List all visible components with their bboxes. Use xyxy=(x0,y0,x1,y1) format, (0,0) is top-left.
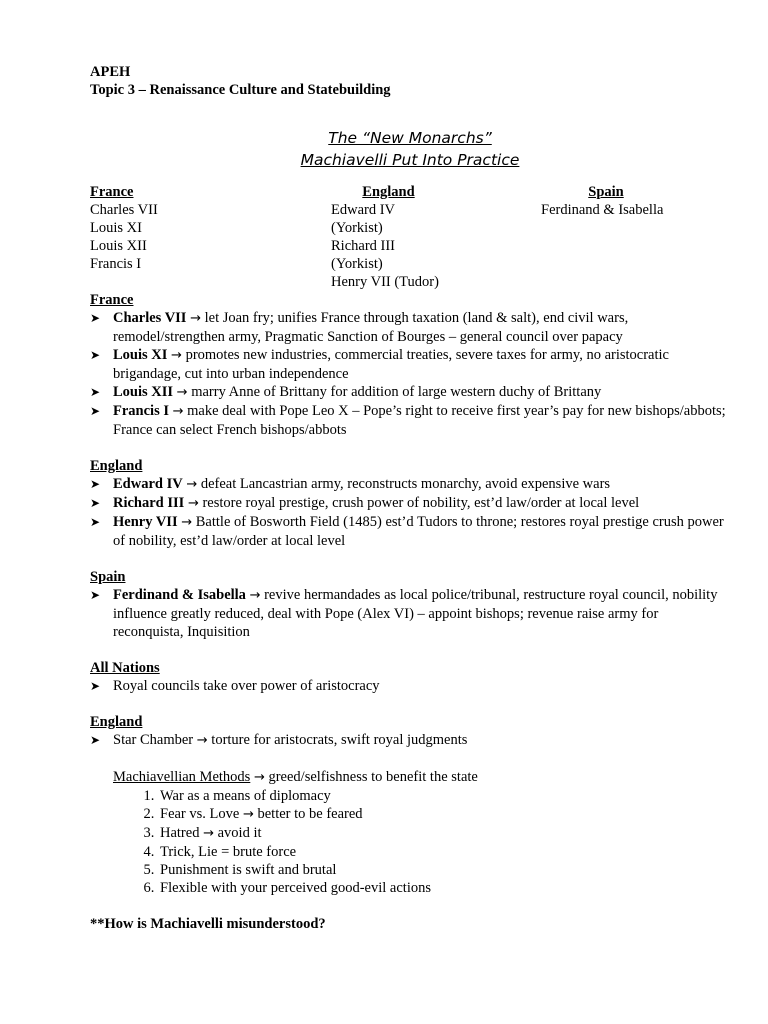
list-item xyxy=(158,805,730,824)
bullet-arrow-icon: ➤ xyxy=(90,515,101,529)
item-text: Battle of Bosworth Field (1485) est’d Tudors to throne; restores royal prestige crush power of nobility, est’d law/order at local level xyxy=(113,514,724,549)
method-text: Fear vs. Love xyxy=(160,806,240,822)
item-text: make deal with Pope Leo X – Pope’s right to receive first year’s pay for new bishops/abbots; France can select French bishops/abbots xyxy=(113,403,726,438)
monarch-name: Henry VII xyxy=(113,514,178,530)
arrow-icon: → xyxy=(196,733,208,748)
item-text: promotes new industries, commercial treaties, severe taxes for army, no aristocratic brigandage, cut into urban independence xyxy=(113,347,669,382)
ruler-name: Ferdinand & Isabella xyxy=(541,202,664,218)
arrow-icon: → xyxy=(242,807,254,822)
item-text: let Joan fry; unifies France through taxation (land & salt), end civil wars, remodel/strengthen army, Pragmatic Sanction of Bourges – general council over papacy xyxy=(113,310,629,345)
list-item xyxy=(158,787,730,805)
monarch-name: Ferdinand & Isabella xyxy=(113,587,246,603)
item-text: defeat Lancastrian army, reconstructs monarchy, avoid expensive wars xyxy=(200,476,611,492)
list-item xyxy=(158,879,730,897)
bullet-arrow-icon: ➤ xyxy=(90,496,101,510)
monarch-name: Louis XII xyxy=(113,384,174,400)
ruler-name: Edward IV (Yorkist) xyxy=(331,202,395,236)
machiavellian-methods xyxy=(113,768,730,897)
column-heading: France xyxy=(90,184,134,200)
monarch-name: Richard III xyxy=(113,495,185,511)
column-heading: Spain xyxy=(588,184,624,200)
bullet-arrow-icon: ➤ xyxy=(90,733,101,747)
list-item xyxy=(158,861,730,879)
list-item xyxy=(90,494,730,513)
arrow-icon: → xyxy=(181,515,193,530)
rulers-column-france xyxy=(90,183,158,273)
arrow-icon: → xyxy=(187,496,199,511)
item-lead: Star Chamber xyxy=(113,732,194,748)
list-item xyxy=(90,677,730,695)
section-spain xyxy=(90,568,730,641)
monarch-name: Charles VII xyxy=(113,310,187,326)
method-result: avoid it xyxy=(217,825,262,841)
list-item xyxy=(158,824,730,843)
arrow-icon: → xyxy=(203,826,214,841)
topic-label: Topic 3 – Renaissance Culture and Statebuilding xyxy=(90,82,391,98)
rulers-column-england xyxy=(331,183,446,291)
title-line-1: The “New Monarchs” xyxy=(328,129,492,147)
method-text: Punishment is swift and brutal xyxy=(160,862,337,878)
list-item xyxy=(90,586,730,641)
monarch-name: Edward IV xyxy=(113,476,183,492)
bullet-arrow-icon: ➤ xyxy=(90,385,101,399)
method-text: Trick, Lie = brute force xyxy=(160,844,297,860)
closing-question: **How is Machiavelli misunderstood? xyxy=(90,916,326,932)
arrow-icon: → xyxy=(249,588,261,603)
bullet-arrow-icon: ➤ xyxy=(90,404,101,418)
list-item xyxy=(90,383,730,402)
list-item xyxy=(90,475,730,494)
item-text: restore royal prestige, crush power of nobility, est’d law/order at local level xyxy=(202,495,640,511)
title-line-2: Machiavelli Put Into Practice xyxy=(300,151,520,169)
item-text: torture for aristocrats, swift royal judgments xyxy=(211,732,468,748)
section-heading: France xyxy=(90,292,134,308)
ruler-name: Henry VII (Tudor) xyxy=(331,274,439,290)
arrow-icon: → xyxy=(253,770,265,785)
methods-heading: Machiavellian Methods xyxy=(113,769,251,785)
bullet-arrow-icon: ➤ xyxy=(90,348,101,362)
arrow-icon: → xyxy=(186,477,198,492)
document-title xyxy=(90,127,730,171)
arrow-icon: → xyxy=(171,348,182,363)
item-text: revive hermandades as local police/tribunal, restructure royal council, nobility influence greatly reduced, deal with Pope (Alex VI) – appoint bishops; revenue raise army for reconquista, Inquisition xyxy=(113,587,718,640)
course-label: APEH xyxy=(90,64,131,80)
methods-heading-line xyxy=(113,768,730,787)
methods-list xyxy=(113,787,730,897)
method-result: better to be feared xyxy=(257,806,363,822)
list-item xyxy=(90,402,730,439)
arrow-icon: → xyxy=(172,404,184,419)
method-text: Hatred xyxy=(160,825,200,841)
monarch-name: Francis I xyxy=(113,403,169,419)
list-item xyxy=(90,346,730,383)
section-heading: All Nations xyxy=(90,660,160,676)
section-england-star-chamber xyxy=(90,713,730,750)
method-text: Flexible with your perceived good-evil actions xyxy=(160,880,431,896)
methods-summary: greed/selfishness to benefit the state xyxy=(268,769,478,785)
item-text: Royal councils take over power of aristocracy xyxy=(113,678,380,694)
section-heading: England xyxy=(90,458,143,474)
section-all-nations xyxy=(90,659,730,695)
list-item xyxy=(90,513,730,550)
item-text: marry Anne of Brittany for addition of large western duchy of Brittany xyxy=(191,384,602,400)
ruler-name: Charles VII xyxy=(90,202,158,218)
ruler-name: Louis XII xyxy=(90,238,147,254)
section-france xyxy=(90,291,730,439)
arrow-icon: → xyxy=(190,311,201,326)
list-item xyxy=(90,731,730,750)
bullet-arrow-icon: ➤ xyxy=(90,311,101,325)
method-text: War as a means of diplomacy xyxy=(160,788,331,804)
bullet-arrow-icon: ➤ xyxy=(90,679,101,693)
section-heading: Spain xyxy=(90,569,126,585)
monarch-name: Louis XI xyxy=(113,347,168,363)
section-heading: England xyxy=(90,714,143,730)
rulers-table xyxy=(90,183,730,290)
bullet-arrow-icon: ➤ xyxy=(90,477,101,491)
ruler-name: Richard III (Yorkist) xyxy=(331,238,396,272)
bullet-arrow-icon: ➤ xyxy=(90,588,101,602)
arrow-icon: → xyxy=(176,385,188,400)
ruler-name: Louis XI xyxy=(90,220,142,236)
column-heading: England xyxy=(362,184,415,200)
section-england xyxy=(90,457,730,550)
document-page xyxy=(90,63,730,933)
rulers-column-spain xyxy=(541,183,671,219)
ruler-name: Francis I xyxy=(90,256,142,272)
list-item xyxy=(158,843,730,861)
list-item xyxy=(90,309,730,346)
